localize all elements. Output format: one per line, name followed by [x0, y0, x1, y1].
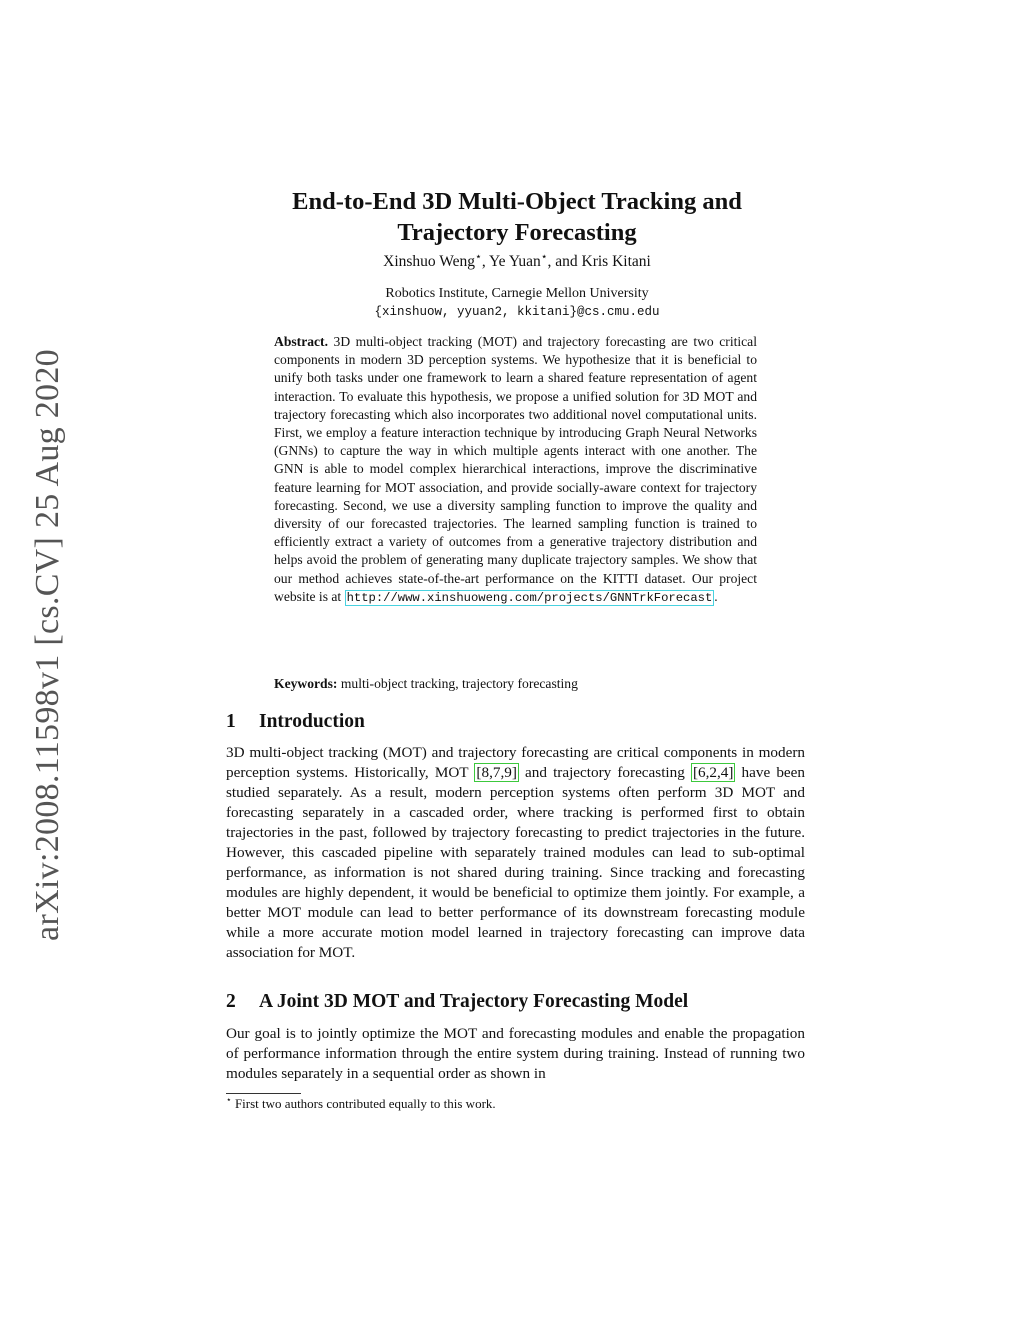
affiliation: Robotics Institute, Carnegie Mellon University: [385, 286, 649, 301]
keywords: [274, 676, 757, 692]
abstract-label: Abstract.: [274, 334, 328, 349]
paper-title: [222, 186, 812, 248]
footnote-text: First two authors contributed equally to this work.: [234, 1096, 496, 1111]
abstract-end: .: [714, 588, 718, 604]
section-2-body: [226, 1024, 805, 1084]
author-1: Xinshuo Weng: [383, 253, 476, 270]
footnote-rule: [226, 1093, 301, 1094]
section-2-number: 2: [226, 991, 236, 1012]
section-1-number: 1: [226, 711, 236, 732]
footnote: [226, 1096, 496, 1112]
arxiv-sidebar: [26, 345, 70, 945]
equal-contribution-mark: ⋆: [475, 250, 482, 263]
keywords-label: Keywords:: [274, 676, 338, 691]
citation-forecasting[interactable]: [6,2,4]: [692, 764, 734, 781]
citation-mot[interactable]: [8,7,9]: [476, 764, 517, 781]
author-list: Xinshuo Weng⋆, Ye Yuan⋆, and Kris Kitani: [383, 250, 651, 270]
section-1-title: Introduction: [259, 711, 365, 732]
title-line-2: Trajectory Forecasting: [397, 219, 637, 246]
section-2-title: A Joint 3D MOT and Trajectory Forecasting Model: [259, 991, 689, 1012]
author-2: Ye Yuan: [489, 253, 541, 270]
intro-text-3: have been studied separately. As a result, modern perception systems often perform 3D MOT and forecasting separately in a cascaded order, where tracking is performed first to obtain trajectories in the past, followed by trajectory forecasting to predict trajectories in the future. However, this cascaded pipeline with separately trained modules can lead to sub-optimal performance, as information is not shared during training. Since tracking and forecasting modules are highly dependent, it would be beneficial to optimize them jointly. For example, a better MOT module can lead to better performance of its downstream forecasting module while a more accurate motion model learned in trajectory forecasting can improve data association for MOT.: [226, 764, 805, 961]
intro-text-2: and trajectory forecasting: [525, 764, 685, 781]
author-3: and Kris Kitani: [555, 253, 651, 270]
abstract-text: 3D multi-object tracking (MOT) and trajectory forecasting are two critical components in modern 3D perception systems. We hypothesize that it is beneficial to unify both tasks under one framework to learn a shared feature representation of agent interaction. To evaluate this hypothesis, we propose a unified solution for 3D MOT and trajectory forecasting which also incorporates two additional novel computational units. First, we employ a feature interaction technique by introducing Graph Neural Networks (GNNs) to capture the way in which multiple agents interact with one another. The GNN is able to model complex hierarchical interactions, improve the discriminative feature learning for MOT association, and provide socially-aware context for trajectory forecasting. Second, we use a diversity sampling function to improve the quality and diversity of our forecasted trajectories. The learned sampling function is trained to efficiently extract a variety of outcomes from a generative trajectory distribution and helps avoid the problem of generating many duplicate trajectory samples. We show that our method achieves state-of-the-art performance on the KITTI dataset. Our project website is at: [274, 334, 757, 604]
intro-text-1: 3D multi-object tracking (MOT) and trajectory forecasting are critical components in modern perception systems. Historically, MOT: [226, 744, 805, 781]
section-1-body: [226, 743, 805, 963]
abstract: [274, 333, 757, 607]
section-2-heading: [226, 991, 688, 1013]
title-line-1: End-to-End 3D Multi-Object Tracking and: [292, 188, 742, 215]
arxiv-identifier: arXiv:2008.11598v1 [cs.CV] 25 Aug 2020: [29, 349, 66, 941]
section-1-heading: [226, 711, 365, 733]
equal-contribution-mark: ⋆: [540, 250, 548, 263]
section-2-text: Our goal is to jointly optimize the MOT and forecasting modules and enable the propagation of performance information through the entire system during training. Instead of running two modules separately in a sequential order as shown in: [226, 1025, 805, 1082]
project-website-link[interactable]: http://www.xinshuoweng.com/projects/GNNTrkForecast: [346, 590, 713, 605]
keywords-text: multi-object tracking, trajectory forecasting: [340, 676, 578, 691]
footnote-mark: ⋆: [226, 1094, 232, 1105]
author-emails: {xinshuow, yyuan2, kkitani}@cs.cmu.edu: [374, 305, 660, 319]
